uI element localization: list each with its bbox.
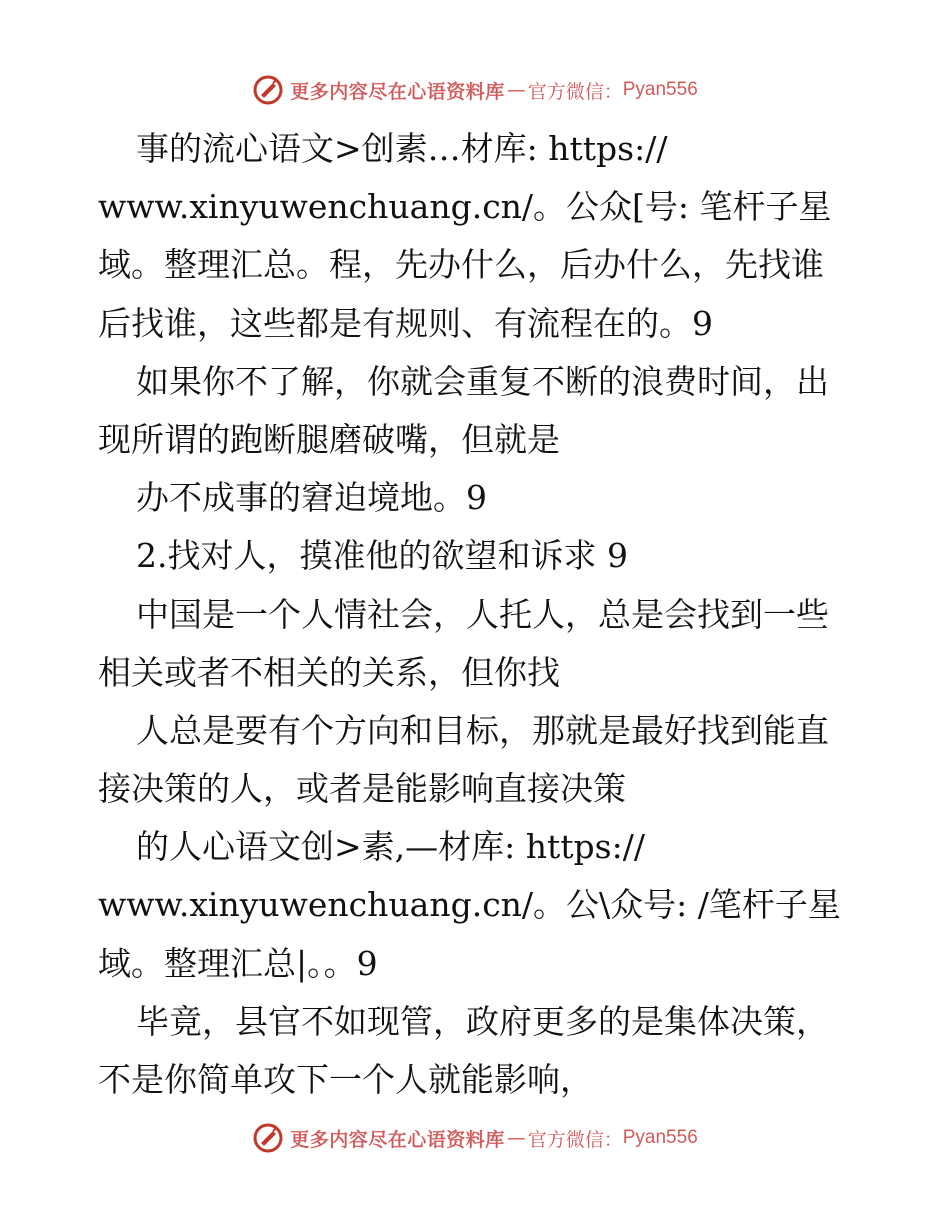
text-line: 办不成事的窘迫境地。9 (136, 478, 487, 518)
text-line: 人总是要有个方向和目标，那就是最好找到能直 (136, 710, 829, 750)
text-line: 中国是一个人情社会，人托人，总是会找到一些 (136, 594, 829, 634)
banner-wechat-id: Pyan556 (622, 79, 698, 100)
brand-logo-icon (252, 1122, 284, 1154)
banner-main-text: 更多内容尽在心语资料库 (290, 80, 505, 103)
text-line: 后找谁，这些都是有规则、有流程在的。9 (98, 303, 713, 343)
banner-separator: — (506, 1127, 526, 1149)
banner-wechat-label: 官方微信： (527, 80, 623, 103)
header-banner (0, 70, 950, 110)
brand-logo-icon (252, 74, 284, 106)
text-line: 不是你简单攻下一个人就能影响， (98, 1060, 593, 1099)
section-heading: 2.找对人，摸准他的欲望和诉求 9 (136, 536, 628, 576)
text-line: 域。整理汇总|。。9 (98, 943, 378, 983)
text-line: www.xinyuwenchuang.cn/。公\众号: /笔杆子星 (98, 885, 841, 925)
text-line: www.xinyuwenchuang.cn/。公众[号: 笔杆子星 (98, 187, 832, 227)
document-body (98, 120, 858, 1109)
footer-banner (0, 1118, 950, 1158)
text-line: 的人心语文创>素,—材库: https:// (136, 827, 645, 867)
text-line: 如果你不了解，你就会重复不断的浪费时间，出 (136, 361, 829, 401)
text-line: 毕竟，县官不如现管，政府更多的是集体决策， (136, 1001, 829, 1041)
banner-separator: — (506, 79, 526, 101)
banner-wechat-label: 官方微信： (527, 1128, 623, 1151)
text-line: 现所谓的跑断腿磨破嘴，但就是 (98, 419, 560, 459)
banner-main-text: 更多内容尽在心语资料库 (290, 1128, 505, 1151)
text-line: 域。整理汇总。程，先办什么，后办什么，先找谁 (98, 245, 824, 285)
text-line: 接决策的人，或者是能影响直接决策 (98, 769, 626, 809)
text-line: 事的流心语文>创素…材库: https:// (136, 129, 668, 168)
text-line: 相关或者不相关的关系，但你找 (98, 652, 560, 692)
banner-wechat-id: Pyan556 (622, 1127, 698, 1148)
